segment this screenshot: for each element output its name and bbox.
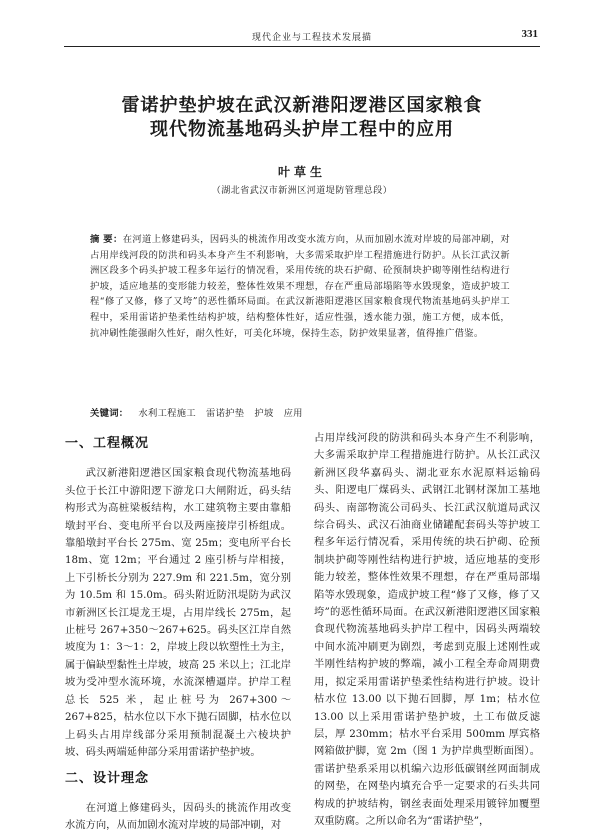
article-title-line-1: 雷诺护垫护坡在武汉新港阳逻港区国家粮食 [121,95,483,116]
article-title-line-2: 现代物流基地码头护岸工程中的应用 [150,119,454,140]
keyword: 雷诺护垫 [205,408,245,419]
body-column-right [314,430,540,830]
author-name: 叶草生 [277,165,326,179]
keywords-label: 关键词： [90,408,129,419]
body-paragraph: 武汉新港阳逻港区国家粮食现代物流基地码头位于长江中游阳逻下游龙口大闸附近，码头结构形式为高桩梁板结构，水工建筑物主要由靠船墩封平台、变电所平台以及两座接岸引桥组成。靠船墩封平台长 275m、宽 25m；变电所平台长 18m、宽 12m；平台通过 2 座引桥与岸相接，上下引桥长分别为 227.9m 和 221.5m，宽分别为 10.5m 和 15.0m。码头附近防汛堤防为武汉市新洲区长江堤龙王堤，占用岸线长 275m，起止桩号 267+350～267+625。码头区江岸自然坡度为 1：3～1：2，岸坡上段以软塑性土为主，属于偏缺型黏性土岸坡，坡高 25 米以上；江北岸坡为受冲型水流环境，水流深槽逼岸。护岸工程总长 525 米，起止桩号为 267+300～267+825，枯水位以下水下抛石固脚，枯水位以上码头占用岸线部分采用预制混凝土六棱块护坡、码头两端延伸部分采用雷诺护垫护坡。 [65,467,291,758]
body-paragraph: 在河道上修建码头，因码头的挑流作用改变水流方向，从而加剧水流对岸坡的局部冲刷，对 [65,801,291,832]
journal-name: 现代企业与工程技术发展描 [252,33,373,43]
keyword: 应用 [283,408,303,419]
running-header [64,26,540,47]
section-heading-design: 二、设计理念 [65,771,150,787]
abstract-text: 在河道上修建码头，因码头的桃流作用改变水流方向，从而加剧水流对岸坡的局部冲刷，对占用岸线河段的防洪和码头本身产生不利影响，大多需采取护岸工程措施进行防护。从长江武汉新洲区段多个码头护坡工程多年运行的情况看，采用传统的块石护砌、砼预制块护砌等刚性结构进行护坡，适应地基的变形能力较差，整体性效果不理想，存在严重局部塌陷等水毁现象，造成护坡工程“修了又修，修了又垮”的恶性循环局面。在武汉新港阳逻港区国家粮食现代物流基地码头护岸工程中，采用雷诺护垫柔性结构护坡，结构整体性好，适应性强，透水能力强，施工方便，成本低，抗冲刷性能强耐久性好，耐久性好，可美化环境，保持生态，防护效果显著，值得推广借鉴。 [90,234,510,339]
body-paragraph: 占用岸线河段的防洪和码头本身产生不利影响，大多需采取护岸工程措施进行防护。从长江武汉新洲区段华嘉码头、湖北亚东水泥原料运输码头、阳逻电厂煤码头、武钢江北钢材深加工基地码头、南部物流公司码头、长江武汉航道局武汉综合码头、武汉石油商业储罐配套码头等护坡工程多年运行情况看，采用传统的块石护砌、砼预制块护砌等刚性结构进行护坡，适应地基的变形能力较差，整体性效果不理想，存在严重局部塌陷等水毁现象，造成护坡工程“修了又修，修了又垮”的恶性循环局面。在武汉新港阳逻港区国家粮食现代物流基地码头护岸工程中，因码头两端较中间水流冲刷更为剧烈，考虑到克服上述刚性或半刚性结构护坡的弊端，减小工程全寿命周期费用，拟定采用雷诺护垫柔性结构进行护坡。设计枯水位 13.00 以下抛石回脚，厚 1m；枯水位 13.00 以上采用雷诺护垫护坡，土工布做反滤层，厚 230mm；枯水平台采用 500mm 厚宾格网箱做护脚，宽 2m（图 1 为护岸典型断面图）。雷诺护垫系采用以机编六边形低碳钢丝网面制成的网垫，在网垫内填充合乎一定要求的石头共同构成的护坡结构，钢丝表面处理采用镀锌加覆塑双重防腐。之所以命名为“雷诺护垫”， [314,432,540,827]
body-column-left [65,430,291,835]
abstract [90,232,510,341]
author-affiliation: （湖北省武汉市新洲区河道堤防管理总段） [211,186,393,196]
abstract-label: 摘 要： [90,234,123,245]
keyword: 护坡 [254,408,274,419]
page-number: 331 [521,28,538,40]
keywords [90,405,510,419]
keyword: 水利工程施工 [138,408,196,419]
section-heading-overview: 一、工程概况 [65,436,150,451]
